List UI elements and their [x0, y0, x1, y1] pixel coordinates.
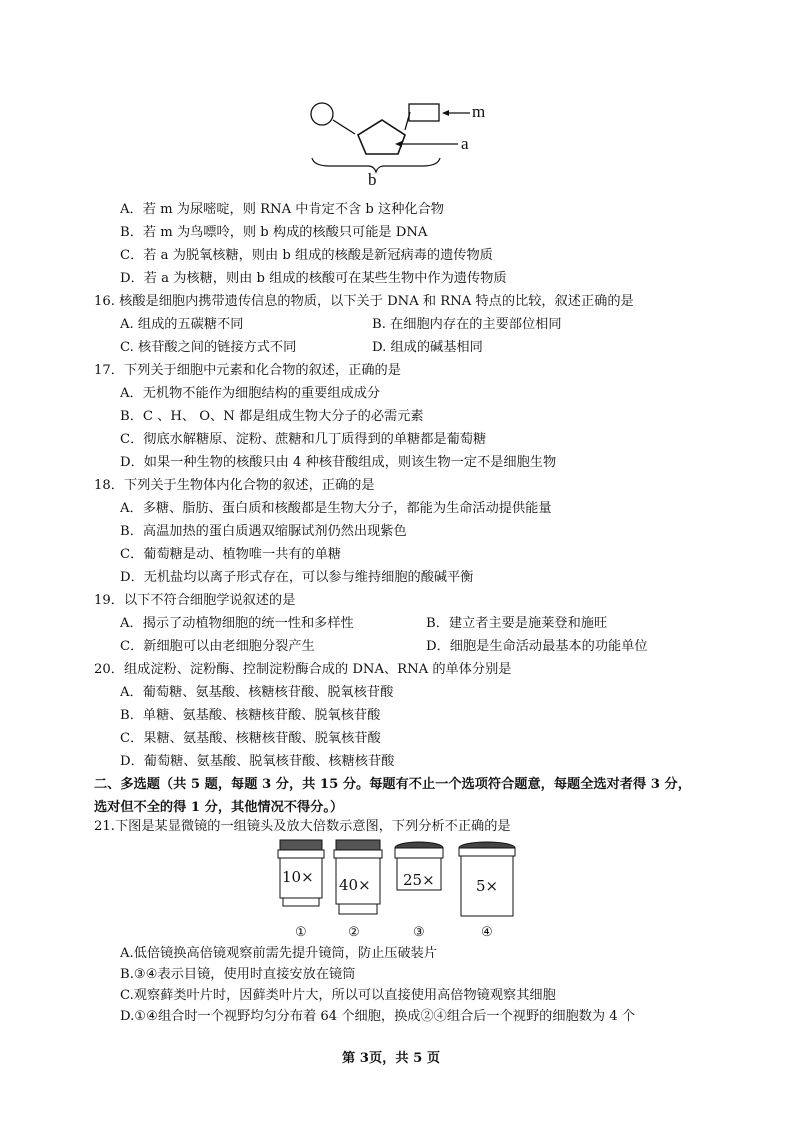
q15-option-d: D．若 a 为核糖，则由 b 组成的核酸可在某些生物中作为遗传物质 — [120, 271, 507, 286]
q15-option-c: C．若 a 为脱氧核糖，则由 b 组成的核酸是新冠病毒的遗传物质 — [120, 248, 493, 263]
q18-option-d: D．无机盐均以离子形式存在，可以参与维持细胞的酸碱平衡 — [120, 570, 474, 585]
lens-2-magnification: 40× — [339, 876, 371, 894]
q16-stem: 16. 核酸是细胞内携带遗传信息的物质，以下关于 DNA 和 RNA 特点的比较，叙述正确的是 — [94, 294, 634, 309]
q20-option-a: A．葡萄糖、氨基酸、核糖核苷酸、脱氧核苷酸 — [120, 685, 394, 700]
page-footer: 第 3页，共 5 页 — [342, 1051, 441, 1066]
q21-option-d: D.①④组合时一个视野均匀分布着 64 个细胞，换成②④组合后一个视野的细胞数为 4 个 — [120, 1009, 636, 1024]
lens-2-number: ② — [348, 925, 360, 940]
q16-option-d: D. 组成的碱基相同 — [372, 340, 483, 355]
q16-option-c: C. 核苷酸之间的链接方式不同 — [120, 340, 297, 355]
q16-option-a: A. 组成的五碳糖不同 — [120, 317, 244, 332]
q20-option-c: C．果糖、氨基酸、核糖核苷酸、脱氧核苷酸 — [120, 731, 381, 746]
nucleotide-diagram — [300, 92, 500, 192]
label-m: m — [472, 102, 486, 121]
q16-option-b: B. 在细胞内存在的主要部位相同 — [372, 317, 562, 332]
label-a: a — [461, 134, 469, 153]
q19-option-b: B．建立者主要是施莱登和施旺 — [426, 616, 608, 631]
lens-4-magnification: 5× — [476, 877, 499, 895]
q19-option-a: A．揭示了动植物细胞的统一性和多样性 — [120, 616, 354, 631]
lens-1-magnification: 10× — [282, 868, 314, 886]
section-2-header-line1: 二、多选题（共 5 题，每题 3 分，共 15 分。每题有不止一个选项符合题意，每题全选对者得 3 分， — [94, 777, 691, 792]
q21-option-a: A.低倍镜换高倍镜观察前需先提升镜筒，防止压破装片 — [120, 946, 438, 961]
q17-option-a: A．无机物不能作为细胞结构的重要组成成分 — [120, 386, 381, 401]
q15-option-b: B．若 m 为鸟嘌呤，则 b 构成的核酸只可能是 DNA — [120, 225, 428, 240]
q18-option-c: C．葡萄糖是动、植物唯一共有的单糖 — [120, 547, 342, 562]
q17-option-c: C．彻底水解糖原、淀粉、蔗糖和几丁质得到的单糖都是葡萄糖 — [120, 432, 487, 447]
pentose-ring — [358, 120, 405, 154]
q15-option-a: A．若 m 为尿嘧啶，则 RNA 中肯定不含 b 这种化合物 — [120, 202, 444, 217]
phosphate-circle — [311, 103, 333, 125]
q19-option-d: D．细胞是生命活动最基本的功能单位 — [426, 639, 648, 654]
q18-stem: 18．下列关于生物体内化合物的叙述，正确的是 — [94, 478, 375, 493]
q21-option-c: C.观察藓类叶片时，因藓类叶片大，所以可以直接使用高倍物镜观察其细胞 — [120, 988, 556, 1003]
q19-option-c: C．新细胞可以由老细胞分裂产生 — [120, 639, 315, 654]
q17-stem: 17．下列关于细胞中元素和化合物的叙述，正确的是 — [94, 363, 401, 378]
q21-option-b: B.③④表示目镜，使用时直接安放在镜筒 — [120, 967, 356, 982]
base-rect — [409, 104, 439, 121]
lens-3-number: ③ — [413, 925, 425, 940]
q21-stem: 21.下图是某显微镜的一组镜头及放大倍数示意图，下列分析不正确的是 — [94, 819, 511, 834]
q18-option-b: B．高温加热的蛋白质遇双缩脲试剂仍然出现紫色 — [120, 524, 407, 539]
q17-option-d: D．如果一种生物的核酸只由 4 种核苷酸组成，则该生物一定不是细胞生物 — [120, 455, 557, 470]
lens-3-magnification: 25× — [403, 871, 435, 889]
section-2-header-line2: 选对但不全的得 1 分，其他情况不得分。） — [94, 800, 344, 815]
q19-stem: 19．以下不符合细胞学说叙述的是 — [94, 593, 296, 608]
q20-stem: 20．组成淀粉、淀粉酶、控制淀粉酶合成的 DNA、RNA 的单体分别是 — [94, 662, 512, 677]
q17-option-b: B．C 、H、 O、N 都是组成生物大分子的必需元素 — [120, 409, 424, 424]
label-b: b — [368, 170, 377, 189]
q20-option-d: D．葡萄糖、氨基酸、脱氧核苷酸、核糖核苷酸 — [120, 754, 395, 769]
lens-4-number: ④ — [481, 925, 493, 940]
q20-option-b: B．单糖、氨基酸、核糖核苷酸、脱氧核苷酸 — [120, 708, 381, 723]
lens-1-number: ① — [295, 925, 307, 940]
q18-option-a: A．多糖、脂肪、蛋白质和核酸都是生物大分子，都能为生命活动提供能量 — [120, 501, 552, 516]
